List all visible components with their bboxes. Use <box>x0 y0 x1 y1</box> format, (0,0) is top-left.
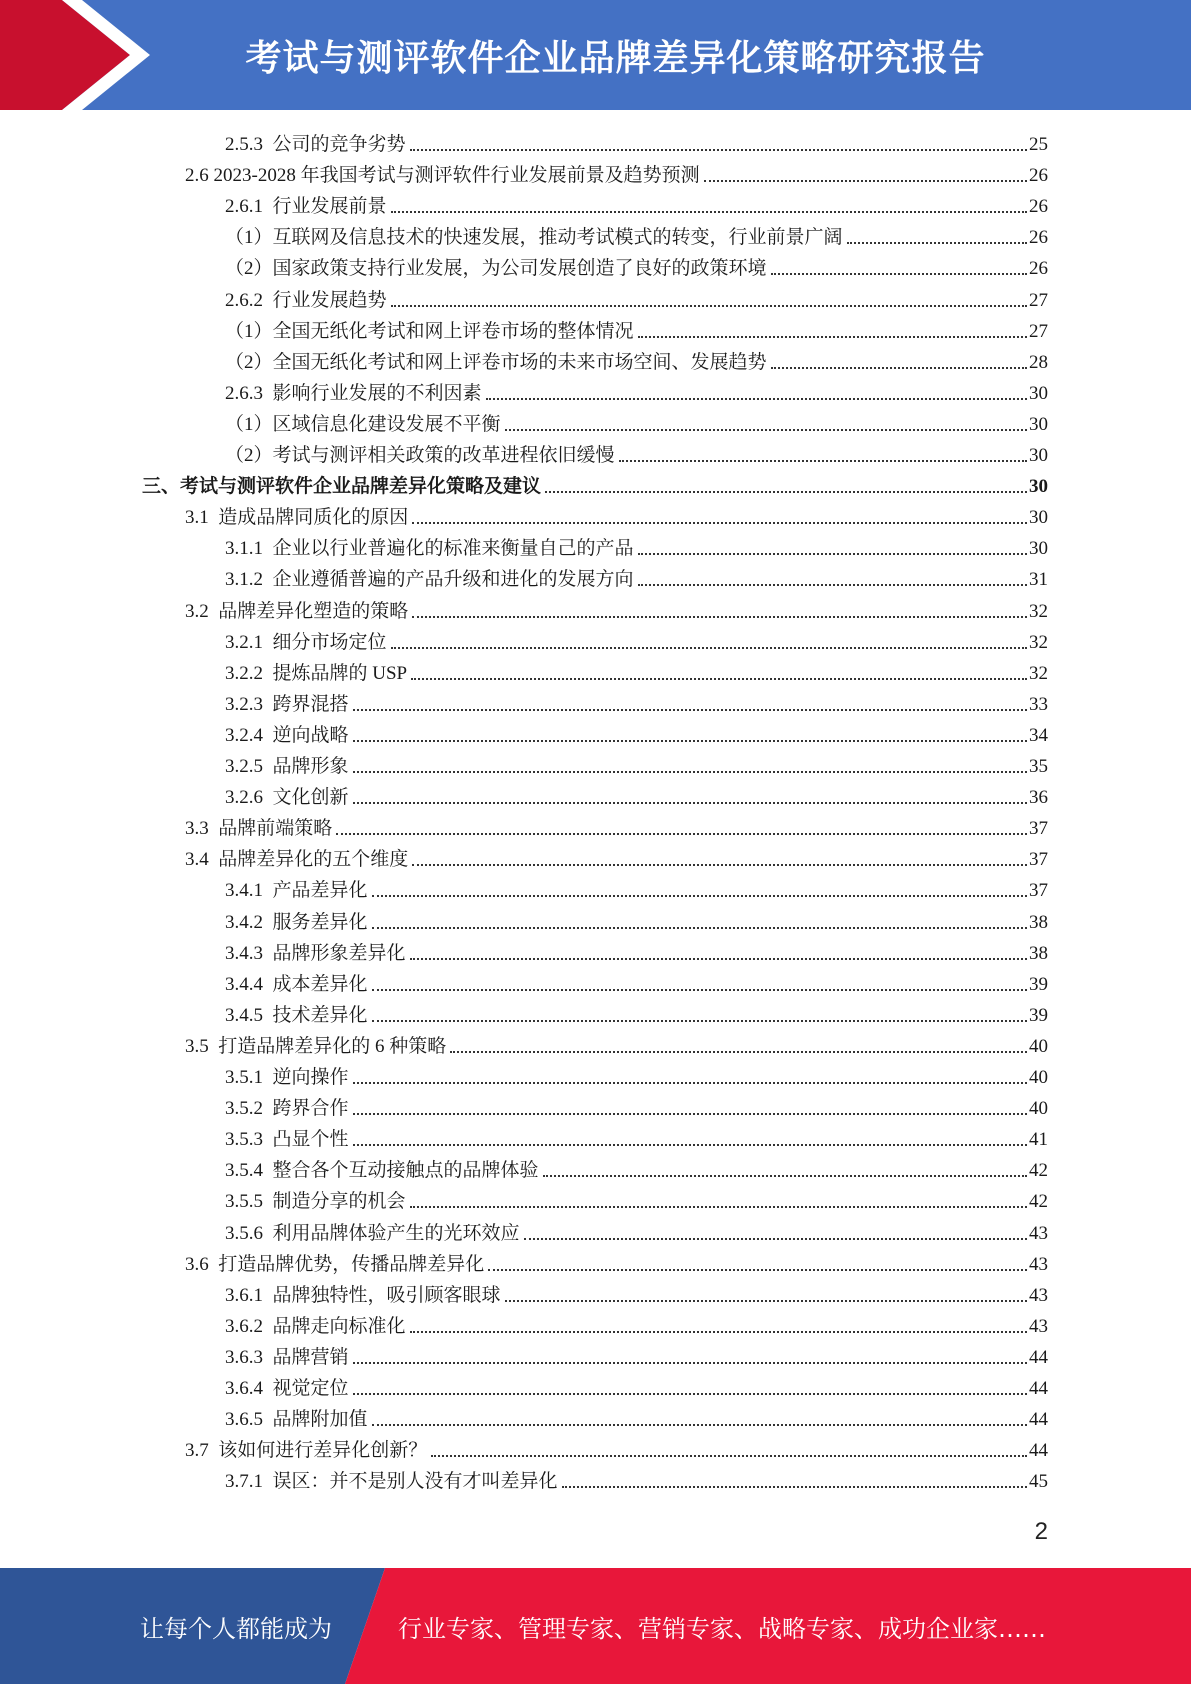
page-header <box>0 0 1191 110</box>
toc-entry-label: 3.6.1 品牌独特性，吸引顾客眼球 <box>225 1284 501 1306</box>
toc-entry-label: 2.6.1 行业发展前景 <box>225 196 387 218</box>
toc-entry-page: 27 <box>1029 320 1048 342</box>
toc-entry[interactable] <box>225 935 1048 966</box>
toc-leader-dots <box>638 336 1027 338</box>
toc-entry-page: 31 <box>1029 569 1048 591</box>
toc-entry-label: 3.4.1 产品差异化 <box>225 880 368 902</box>
toc-leader-dots <box>505 1300 1027 1302</box>
toc-entry[interactable] <box>225 1215 1048 1246</box>
toc-leader-dots <box>488 1269 1027 1271</box>
toc-entry-label: 3.4 品牌差异化的五个维度 <box>185 849 409 871</box>
toc-entry-page: 42 <box>1029 1160 1048 1182</box>
toc-entry-page: 40 <box>1029 1067 1048 1088</box>
toc-leader-dots <box>412 616 1027 618</box>
toc-entry[interactable] <box>185 157 1048 188</box>
toc-entry-label: 3.7.1 误区：并不是别人没有才叫差异化 <box>225 1471 558 1493</box>
toc-entry-label: 3.4.3 品牌形象差异化 <box>225 942 406 964</box>
toc-entry-label: 3.3 品牌前端策略 <box>185 818 333 840</box>
toc-entry[interactable] <box>225 188 1048 219</box>
toc-leader-dots <box>353 1362 1027 1364</box>
toc-entry-page: 35 <box>1029 756 1048 777</box>
toc-leader-dots <box>450 1051 1027 1053</box>
toc-entry-page: 40 <box>1029 1098 1048 1120</box>
toc-leader-dots <box>336 833 1027 835</box>
toc-leader-dots <box>771 273 1027 275</box>
toc-entry-label: 2.6.3 影响行业发展的不利因素 <box>225 382 482 404</box>
toc-entry[interactable] <box>225 717 1048 748</box>
toc-entry[interactable] <box>185 499 1048 530</box>
toc-entry-label: 2.5.3 公司的竞争劣势 <box>225 134 406 155</box>
toc-leader-dots <box>411 678 1027 680</box>
toc-leader-dots <box>410 1206 1027 1208</box>
toc-entry-label: 3.5.4 整合各个互动接触点的品牌体验 <box>225 1160 539 1182</box>
toc-entry[interactable] <box>225 904 1048 935</box>
toc-entry-label: 3.2.3 跨界混搭 <box>225 693 349 715</box>
toc-entry-label: 3.5.2 跨界合作 <box>225 1098 349 1120</box>
toc-leader-dots <box>353 1144 1027 1146</box>
toc-leader-dots <box>372 1020 1027 1022</box>
toc-leader-dots <box>410 1331 1027 1333</box>
toc-leader-dots <box>619 460 1027 462</box>
toc-entry-page: 30 <box>1029 476 1048 498</box>
toc-entry-label: 3.6.3 品牌营销 <box>225 1346 349 1368</box>
toc-leader-dots <box>545 491 1027 493</box>
toc-leader-dots <box>372 1424 1027 1426</box>
toc-entry-label: 3.4.4 成本差异化 <box>225 973 368 995</box>
toc-entry-label: 3.5.1 逆向操作 <box>225 1067 349 1088</box>
toc-entry-page: 43 <box>1029 1284 1048 1306</box>
toc-entry-label: 3.5.5 制造分享的机会 <box>225 1191 406 1213</box>
toc-entry-label: （2）考试与测评相关政策的改革进程依旧缓慢 <box>225 445 615 466</box>
toc-entry-page: 37 <box>1029 849 1048 871</box>
toc-leader-dots <box>372 989 1027 991</box>
toc-entry-page: 30 <box>1029 445 1048 466</box>
toc-entry[interactable] <box>225 779 1048 810</box>
toc-entry[interactable] <box>225 1277 1048 1308</box>
toc-leader-dots <box>524 1238 1027 1240</box>
toc-leader-dots <box>562 1486 1027 1488</box>
toc-entry-page: 45 <box>1029 1471 1048 1493</box>
toc-leader-dots <box>410 958 1027 960</box>
toc-entry-page: 32 <box>1029 600 1048 622</box>
toc-leader-dots <box>412 864 1027 866</box>
toc-leader-dots <box>431 1455 1027 1457</box>
toc-entry-page: 37 <box>1029 880 1048 902</box>
toc-leader-dots <box>372 895 1027 897</box>
toc-entry-page: 39 <box>1029 973 1048 995</box>
toc-entry[interactable] <box>225 282 1048 313</box>
toc-entry[interactable] <box>225 1059 1048 1090</box>
toc-entry-label: 3.5.3 凸显个性 <box>225 1129 349 1151</box>
toc-entry[interactable] <box>225 250 1048 281</box>
toc-entry[interactable] <box>225 1121 1048 1152</box>
toc-leader-dots <box>543 1175 1027 1177</box>
toc-entry-label: （1）全国无纸化考试和网上评卷市场的整体情况 <box>225 320 634 342</box>
toc-entry-label: 3.5.6 利用品牌体验产生的光环效应 <box>225 1222 520 1244</box>
toc-entry-label: 三、考试与测评软件企业品牌差异化策略及建议 <box>142 476 542 498</box>
toc-leader-dots <box>353 1393 1027 1395</box>
toc-entry[interactable] <box>185 1028 1048 1059</box>
toc-entry-page: 26 <box>1029 227 1048 249</box>
toc-entry-page: 43 <box>1029 1222 1048 1244</box>
toc-entry[interactable] <box>225 624 1048 655</box>
toc-entry[interactable] <box>225 561 1048 592</box>
toc-entry-page: 32 <box>1029 662 1048 684</box>
toc-leader-dots <box>412 522 1027 524</box>
toc-entry-label: 3.2.4 逆向战略 <box>225 724 349 746</box>
toc-entry-page: 30 <box>1029 382 1048 404</box>
toc-entry-page: 36 <box>1029 787 1048 809</box>
toc-entry-page: 26 <box>1029 165 1048 187</box>
toc-entry-page: 30 <box>1029 413 1048 435</box>
toc-entry[interactable] <box>225 313 1048 344</box>
toc-entry-page: 30 <box>1029 538 1048 560</box>
toc-entry-page: 40 <box>1029 1035 1048 1057</box>
toc-entry-label: 3.1 造成品牌同质化的原因 <box>185 507 409 529</box>
toc-entry[interactable] <box>225 219 1048 250</box>
toc-entry[interactable] <box>142 468 1048 499</box>
toc-entry[interactable] <box>225 437 1048 468</box>
toc-entry-label: 3.7 该如何进行差异化创新？ <box>185 1440 428 1462</box>
toc-entry-page: 44 <box>1029 1346 1048 1368</box>
toc-entry-page: 39 <box>1029 1004 1048 1026</box>
toc-leader-dots <box>391 647 1027 649</box>
page-footer <box>0 1568 1191 1684</box>
toc-entry-page: 42 <box>1029 1191 1048 1213</box>
toc-leader-dots <box>372 927 1027 929</box>
toc-leader-dots <box>353 709 1027 711</box>
toc-entry-page: 44 <box>1029 1409 1048 1431</box>
toc-leader-dots <box>505 429 1027 431</box>
toc-entry-label: 3.1.2 企业遵循普遍的产品升级和进化的发展方向 <box>225 569 634 591</box>
toc-entry-page: 28 <box>1029 351 1048 373</box>
toc-entry-page: 27 <box>1029 289 1048 311</box>
toc-entry-label: 2.6.2 行业发展趋势 <box>225 289 387 311</box>
toc-entry[interactable] <box>225 344 1048 375</box>
footer-slogan-left: 让每个人都能成为 <box>140 1614 332 1643</box>
toc-leader-dots <box>638 584 1027 586</box>
toc-entry-label: 3.4.5 技术差异化 <box>225 1004 368 1026</box>
toc-entry[interactable] <box>225 126 1048 157</box>
toc-entry-page: 34 <box>1029 724 1048 746</box>
toc-entry-page: 26 <box>1029 258 1048 280</box>
toc-entry-label: 3.6.4 视觉定位 <box>225 1378 349 1399</box>
toc-entry[interactable] <box>225 406 1048 437</box>
toc-entry[interactable] <box>225 686 1048 717</box>
toc-entry[interactable] <box>225 748 1048 779</box>
toc-entry-page: 43 <box>1029 1315 1048 1337</box>
toc-entry[interactable] <box>225 1152 1048 1183</box>
toc-entry-page: 30 <box>1029 507 1048 529</box>
toc-entry-page: 43 <box>1029 1253 1048 1275</box>
report-title: 考试与测评软件企业品牌差异化策略研究报告 <box>245 37 986 79</box>
toc-entry-label: 3.2.6 文化创新 <box>225 787 349 809</box>
toc-entry[interactable] <box>225 1308 1048 1339</box>
toc-entry-label: 3.6.5 品牌附加值 <box>225 1409 368 1431</box>
toc-leader-dots <box>353 740 1027 742</box>
toc-entry-label: （1）区域信息化建设发展不平衡 <box>225 413 501 435</box>
toc-entry-page: 38 <box>1029 911 1048 933</box>
page-number: 2 <box>1034 1518 1048 1545</box>
toc-leader-dots <box>638 553 1027 555</box>
toc-leader-dots <box>353 1113 1027 1115</box>
toc-entry[interactable] <box>185 841 1048 872</box>
toc-leader-dots <box>771 367 1027 369</box>
toc-entry[interactable] <box>185 810 1048 841</box>
toc-entry-label: 3.6.2 品牌走向标准化 <box>225 1315 406 1337</box>
toc-leader-dots <box>391 211 1027 213</box>
toc-entry[interactable] <box>185 1432 1048 1463</box>
toc-entry[interactable] <box>225 655 1048 686</box>
toc-leader-dots <box>486 398 1027 400</box>
toc-entry-page: 38 <box>1029 942 1048 964</box>
toc-leader-dots <box>353 1082 1027 1084</box>
toc-entry-page: 41 <box>1029 1129 1048 1151</box>
toc-entry[interactable] <box>185 1246 1048 1277</box>
toc-leader-dots <box>353 771 1027 773</box>
toc-leader-dots <box>704 180 1027 182</box>
toc-entry[interactable] <box>225 1339 1048 1370</box>
toc-entry-label: 3.5 打造品牌差异化的 6 种策略 <box>185 1035 447 1057</box>
toc-entry[interactable] <box>225 530 1048 561</box>
toc-entry-label: 2.6 2023-2028 年我国考试与测评软件行业发展前景及趋势预测 <box>185 165 700 187</box>
toc-leader-dots <box>353 802 1027 804</box>
toc-entry[interactable] <box>225 1183 1048 1214</box>
toc-entry[interactable] <box>225 997 1048 1028</box>
toc-entry-label: 3.2.2 提炼品牌的 USP <box>225 662 408 684</box>
toc-entry-label: 3.1.1 企业以行业普遍化的标准来衡量自己的产品 <box>225 538 634 560</box>
toc-entry[interactable] <box>225 872 1048 903</box>
toc-entry-label: 3.2.5 品牌形象 <box>225 756 349 777</box>
toc-entry-label: 3.4.2 服务差异化 <box>225 911 368 933</box>
footer-slogan-right: 行业专家、管理专家、营销专家、战略专家、成功企业家…… <box>398 1614 1046 1643</box>
toc-entry-page: 26 <box>1029 196 1048 218</box>
toc-entry[interactable] <box>225 1463 1048 1494</box>
toc-entry-page: 32 <box>1029 631 1048 653</box>
toc-entry-label: 3.6 打造品牌优势，传播品牌差异化 <box>185 1253 485 1275</box>
toc-entry[interactable] <box>225 1090 1048 1121</box>
toc-entry[interactable] <box>225 1401 1048 1432</box>
toc-leader-dots <box>410 149 1027 151</box>
toc-leader-dots <box>391 305 1027 307</box>
toc-entry[interactable] <box>225 966 1048 997</box>
toc-leader-dots <box>847 242 1027 244</box>
toc-entry-page: 33 <box>1029 693 1048 715</box>
toc-entry-label: 3.2.1 细分市场定位 <box>225 631 387 653</box>
toc-entry-label: 3.2 品牌差异化塑造的策略 <box>185 600 409 622</box>
toc-entry[interactable] <box>225 375 1048 406</box>
toc-entry-label: （2）全国无纸化考试和网上评卷市场的未来市场空间、发展趋势 <box>225 351 767 373</box>
toc-entry[interactable] <box>185 593 1048 624</box>
toc-entry-label: （2）国家政策支持行业发展，为公司发展创造了良好的政策环境 <box>225 258 767 280</box>
toc-entry-page: 44 <box>1029 1440 1048 1462</box>
toc-entry-page: 44 <box>1029 1378 1048 1399</box>
toc-entry-page: 25 <box>1029 134 1048 155</box>
toc-entry-page: 37 <box>1029 818 1048 840</box>
toc-entry[interactable] <box>225 1370 1048 1401</box>
toc-entry-label: （1）互联网及信息技术的快速发展，推动考试模式的转变，行业前景广阔 <box>225 227 843 249</box>
